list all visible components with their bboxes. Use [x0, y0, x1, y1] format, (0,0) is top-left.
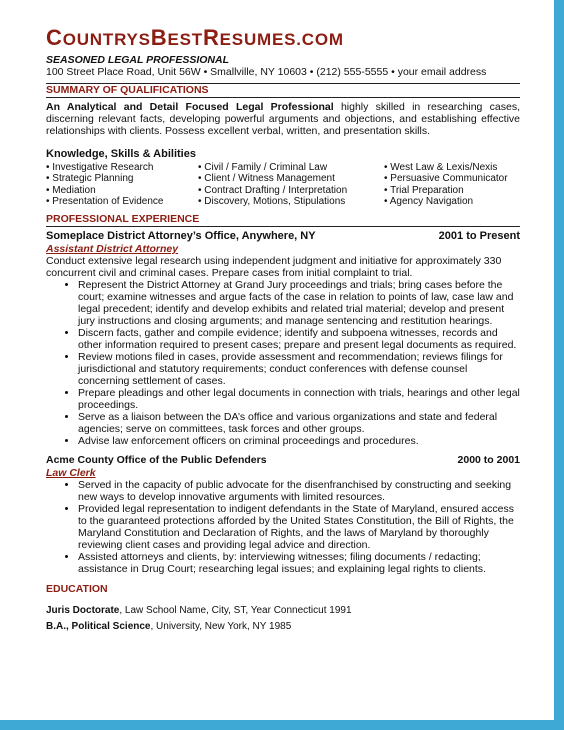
skills-grid	[46, 162, 520, 208]
skill-item: • Strategic Planning	[46, 173, 198, 185]
job-title: Assistant District Attorney	[46, 242, 179, 255]
job-dates: 2000 to 2001	[457, 453, 520, 466]
education-entry	[46, 621, 520, 633]
job-bullet: • Prepare pleadings and other legal documents in connection with trials, hearings and other legal proceedings.	[78, 387, 520, 411]
education-detail: , Law School Name, City, ST, Year Connecticut 1991	[119, 604, 352, 616]
job-bullet: • Discern facts, gather and compile evidence; identify and subpoena witnesses, records and other information required to present cases; prepare and present legal documents as required.	[78, 327, 520, 351]
skill-item: • Civil / Family / Criminal Law	[198, 162, 384, 174]
job-header	[46, 230, 520, 243]
skill-item: • Presentation of Evidence	[46, 196, 198, 208]
page-border-bottom	[0, 720, 564, 730]
page-border-right	[554, 0, 564, 730]
brand-letter: R	[202, 25, 220, 50]
job-bullet: • Review motions filed in cases, provide assessment and recommendation; reviews filings for jurisdictional and statutory requirements; conduct conferences with defense counsel concerning settlement of cases.	[78, 351, 520, 387]
skills-heading: Knowledge, Skills & Abilities	[46, 147, 196, 160]
skill-item: • Investigative Research	[46, 162, 198, 174]
skill-item: • West Law & Lexis/Nexis	[384, 162, 520, 174]
resume-page	[46, 25, 521, 633]
job-bullet: • Advise law enforcement officers on criminal proceedings and procedures.	[78, 435, 520, 447]
summary-text: highly skilled in researching cases, discerning relevant facts, developing powerful arguments and objections, and establishing effective relationships with clients. Possess excellent verbal, written, and presentation skills.	[46, 101, 521, 138]
contact-line: 100 Street Place Road, Unit 56W • Smallville, NY 10603 • (212) 555-5555 • your email address	[46, 66, 487, 78]
skill-item: • Persuasive Communicator	[384, 173, 520, 185]
brand-letter: C	[46, 25, 63, 50]
education-entry	[46, 605, 520, 617]
job-dates: 2001 to Present	[438, 229, 520, 242]
skill-item: • Client / Witness Management	[198, 173, 384, 185]
job-header	[46, 454, 520, 467]
job-bullet: • Provided legal representation to indigent defendants in the State of Maryland, ensured access to the guaranteed protections afforded by the United States Constitution, the Bill of Rights, the Maryland Constitution and Declaration of Rights, and the laws of Maryland by thoroughly reviewing client cases and providing legal advice and direction.	[78, 503, 520, 551]
job-organization: Someplace District Attorney’s Office, Anywhere, NY	[46, 229, 316, 242]
brand-text: OUNTRYS	[62, 30, 151, 49]
job-bullet: • Assisted attorneys and clients, by: interviewing witnesses; filing documents / redacting; assistance in Drug Court; researching legal issues; and explaining legal rights to clients.	[78, 551, 520, 575]
job-bullet: • Serve as a liaison between the DA’s office and various organizations and state and federal agencies; serve on committees, task forces and other groups.	[78, 411, 520, 435]
job-bullet: • Represent the District Attorney at Grand Jury proceedings and trials; bring cases before the court; examine witnesses and argue facts of the case in relation to points of law, case law and legal precedent; identify and develop exhibits and related trial material; develop and present jury instructions and closing arguments; and manage sentencing and restitution hearings.	[78, 279, 520, 327]
skills-column-1	[46, 162, 198, 208]
brand-text: EST	[167, 30, 203, 49]
education-detail: , University, New York, NY 1985	[150, 620, 292, 632]
summary-paragraph	[46, 101, 520, 138]
section-heading-experience: PROFESSIONAL EXPERIENCE	[46, 213, 520, 227]
section-heading-education: EDUCATION	[46, 582, 108, 595]
job-organization: Acme County Office of the Public Defenders	[46, 453, 267, 466]
job-description: Conduct extensive legal research using independent judgment and initiative for approximately 330 concurrent civil and criminal cases. Prepare cases from initial complaint to trial.	[46, 254, 502, 279]
job-title: Law Clerk	[46, 466, 96, 479]
education-degree: B.A., Political Science	[46, 620, 151, 632]
skill-item: • Discovery, Motions, Stipulations	[198, 196, 384, 208]
resume-subtitle: SEASONED LEGAL PROFESSIONAL	[46, 54, 229, 66]
skill-item: • Mediation	[46, 185, 198, 197]
education-degree: Juris Doctorate	[46, 604, 120, 616]
job-bullet-list	[46, 479, 520, 575]
skill-item: • Agency Navigation	[384, 196, 520, 208]
skills-column-2	[198, 162, 384, 208]
job-bullet-list	[46, 279, 520, 447]
job-bullet: • Served in the capacity of public advocate for the disenfranchised by constructing and seeking new ways to develop innovative arguments with limited resources.	[78, 479, 520, 503]
brand-letter: B	[150, 25, 168, 50]
skill-item: • Contract Drafting / Interpretation	[198, 185, 384, 197]
summary-lead: An Analytical and Detail Focused Legal Professional	[46, 101, 334, 113]
brand-logo	[46, 25, 520, 50]
brand-text: .COM	[296, 30, 344, 49]
section-heading-summary: SUMMARY OF QUALIFICATIONS	[46, 83, 520, 98]
skills-column-3	[384, 162, 520, 208]
brand-text: ESUMES	[219, 30, 297, 49]
skill-item: • Trial Preparation	[384, 185, 520, 197]
